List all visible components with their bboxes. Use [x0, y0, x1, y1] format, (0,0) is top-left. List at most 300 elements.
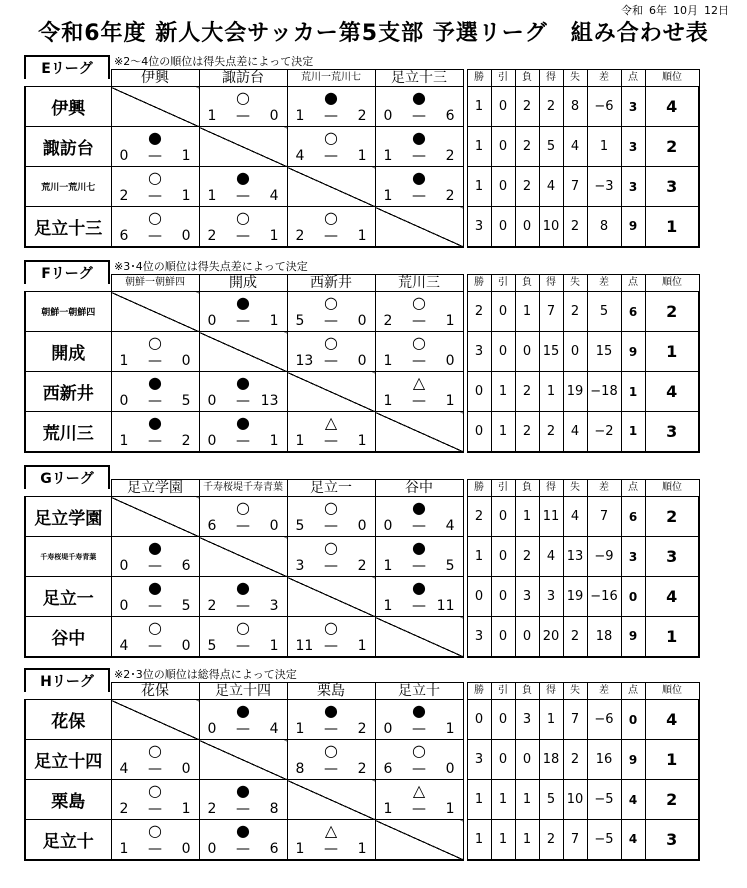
points-cell: 6	[621, 292, 645, 332]
stat-cell: 1	[467, 537, 491, 577]
league-note: ※2･3位の順位は総得点によって決定	[114, 668, 297, 681]
score-right: 2	[445, 148, 455, 164]
result-symbol: ●	[412, 701, 426, 720]
team-name: 諏訪台	[25, 127, 111, 167]
match-result-cell	[199, 700, 287, 740]
score-left: 1	[383, 558, 393, 574]
score-right: 0	[357, 313, 367, 329]
team-row	[25, 497, 699, 537]
score-dash: —	[412, 393, 426, 409]
score-left: 1	[295, 432, 305, 449]
stat-header: 負	[515, 683, 539, 700]
stat-cell: 0	[491, 87, 515, 127]
match-result-cell	[287, 820, 375, 860]
score-right: 1	[357, 840, 367, 857]
stat-cell: 0	[467, 372, 491, 412]
result-symbol: ●	[236, 293, 250, 312]
score-left: 3	[295, 558, 305, 574]
score-left: 0	[207, 313, 217, 329]
stat-cell: 2	[563, 740, 587, 780]
stat-cell: 1	[491, 372, 515, 412]
stat-cell: −3	[587, 167, 621, 207]
stat-cell: 2	[563, 617, 587, 657]
score-dash: —	[236, 108, 250, 124]
match-result-cell	[375, 780, 463, 820]
score-dash: —	[412, 518, 426, 534]
opponent-header: 諏訪台	[199, 70, 287, 87]
stat-header: 勝	[467, 275, 491, 292]
rank-cell: 3	[645, 412, 699, 452]
score-dash: —	[148, 840, 162, 857]
match-result-cell	[287, 617, 375, 657]
stat-cell: 2	[539, 820, 563, 860]
stat-cell: 3	[467, 332, 491, 372]
team-row	[25, 577, 699, 617]
stat-cell: 1	[467, 780, 491, 820]
match-result-cell	[375, 332, 463, 372]
score-right: 6	[269, 840, 279, 857]
score-right: 1	[445, 801, 455, 817]
team-row	[25, 167, 699, 207]
score-right: 5	[181, 393, 191, 409]
result-symbol: ●	[148, 373, 162, 392]
opponent-header: 伊興	[111, 70, 199, 87]
result-symbol: ○	[148, 781, 162, 800]
match-result-cell	[199, 497, 287, 537]
points-cell: 1	[621, 372, 645, 412]
stat-cell: 7	[587, 497, 621, 537]
self-match-cell	[199, 740, 287, 780]
stat-cell: 1	[515, 780, 539, 820]
score-right: 0	[445, 353, 455, 369]
team-name: 朝鮮一朝鮮四	[25, 292, 111, 332]
result-symbol: △	[324, 413, 338, 432]
result-symbol: ○	[412, 333, 426, 352]
rank-cell: 4	[645, 577, 699, 617]
stat-header: 差	[587, 480, 621, 497]
result-symbol: ●	[236, 701, 250, 720]
stat-cell: 0	[491, 497, 515, 537]
result-symbol: ○	[324, 498, 338, 517]
score-dash: —	[236, 227, 250, 244]
match-result-cell	[287, 412, 375, 452]
stat-cell: 1	[539, 700, 563, 740]
stat-cell: −5	[587, 780, 621, 820]
stat-cell: 2	[539, 87, 563, 127]
opponent-header: 足立十四	[199, 683, 287, 700]
stat-header: 得	[539, 683, 563, 700]
score-dash: —	[324, 108, 338, 124]
stat-header: 差	[587, 683, 621, 700]
self-match-cell	[287, 780, 375, 820]
team-row	[25, 87, 699, 127]
score-left: 5	[295, 518, 305, 534]
result-symbol: ○	[148, 821, 162, 840]
score-dash: —	[412, 558, 426, 574]
score-dash: —	[324, 761, 338, 777]
score-left: 1	[383, 353, 393, 369]
stat-cell: 3	[515, 577, 539, 617]
result-symbol: ●	[324, 88, 338, 107]
stat-cell: −2	[587, 412, 621, 452]
result-symbol: ●	[412, 498, 426, 517]
score-left: 2	[295, 227, 305, 244]
stat-cell: 2	[515, 537, 539, 577]
stat-header: 失	[563, 480, 587, 497]
stat-header: 勝	[467, 70, 491, 87]
score-right: 2	[357, 108, 367, 124]
match-result-cell	[111, 577, 199, 617]
team-name: 栗島	[25, 780, 111, 820]
result-symbol: △	[412, 781, 426, 800]
stat-header: 勝	[467, 683, 491, 700]
score-left: 1	[119, 840, 129, 857]
stat-cell: −16	[587, 577, 621, 617]
score-right: 1	[181, 188, 191, 204]
score-left: 4	[119, 761, 129, 777]
score-left: 0	[119, 148, 129, 164]
match-result-cell	[111, 537, 199, 577]
result-symbol: ○	[324, 618, 338, 637]
result-symbol: ●	[236, 413, 250, 432]
team-name: 西新井	[25, 372, 111, 412]
stat-header: 得	[539, 275, 563, 292]
score-right: 1	[357, 227, 367, 244]
stat-header: 引	[491, 683, 515, 700]
match-result-cell	[375, 127, 463, 167]
result-symbol: ●	[412, 128, 426, 147]
stat-cell: 7	[563, 820, 587, 860]
stat-cell: 0	[491, 740, 515, 780]
self-match-cell	[199, 127, 287, 167]
stat-cell: 7	[563, 700, 587, 740]
score-left: 2	[207, 801, 217, 817]
score-dash: —	[236, 518, 250, 534]
rank-cell: 4	[645, 87, 699, 127]
self-match-cell	[111, 292, 199, 332]
team-row	[25, 207, 699, 247]
score-right: 1	[269, 637, 279, 654]
stat-cell: 0	[467, 577, 491, 617]
score-left: 4	[295, 148, 305, 164]
match-result-cell	[375, 537, 463, 577]
stat-cell: 1	[515, 820, 539, 860]
score-left: 0	[383, 108, 393, 124]
stat-cell: 3	[467, 207, 491, 247]
stat-header: 失	[563, 275, 587, 292]
stat-cell: 2	[539, 412, 563, 452]
self-match-cell	[111, 497, 199, 537]
match-result-cell	[287, 87, 375, 127]
score-right: 1	[269, 432, 279, 449]
stat-header: 負	[515, 480, 539, 497]
stat-cell: −5	[587, 820, 621, 860]
stat-cell: 10	[563, 780, 587, 820]
score-right: 2	[357, 721, 367, 737]
stat-header: 点	[621, 275, 645, 292]
score-dash: —	[412, 188, 426, 204]
score-right: 1	[357, 148, 367, 164]
opponent-header: 西新井	[287, 275, 375, 292]
stat-cell: 1	[491, 780, 515, 820]
team-name: 足立一	[25, 577, 111, 617]
score-dash: —	[324, 353, 338, 369]
stat-cell: 0	[563, 332, 587, 372]
opponent-header: 荒川三	[375, 275, 463, 292]
score-left: 2	[119, 188, 129, 204]
score-right: 6	[445, 108, 455, 124]
rank-cell: 4	[645, 700, 699, 740]
score-dash: —	[412, 761, 426, 777]
opponent-header: 千寿桜堤千寿青葉	[199, 480, 287, 497]
score-dash: —	[412, 721, 426, 737]
stat-cell: 10	[539, 207, 563, 247]
match-result-cell	[199, 780, 287, 820]
match-result-cell	[287, 207, 375, 247]
score-dash: —	[324, 721, 338, 737]
league-name: Hリーグ	[24, 668, 110, 692]
match-result-cell	[199, 577, 287, 617]
self-match-cell	[287, 372, 375, 412]
stat-header: 差	[587, 275, 621, 292]
stat-cell: 0	[515, 740, 539, 780]
score-right: 2	[357, 761, 367, 777]
opponent-header: 荒川一荒川七	[287, 70, 375, 87]
opponent-header: 足立学園	[111, 480, 199, 497]
match-result-cell	[199, 372, 287, 412]
match-result-cell	[111, 780, 199, 820]
result-symbol: ○	[324, 741, 338, 760]
team-name: 足立学園	[25, 497, 111, 537]
score-dash: —	[236, 393, 250, 409]
rank-cell: 2	[645, 497, 699, 537]
score-right: 1	[357, 637, 367, 654]
stat-header: 勝	[467, 480, 491, 497]
stat-cell: 15	[587, 332, 621, 372]
score-left: 11	[295, 637, 314, 654]
match-result-cell	[287, 127, 375, 167]
team-row	[25, 780, 699, 820]
points-cell: 3	[621, 167, 645, 207]
score-left: 0	[119, 598, 129, 614]
stat-header: 得	[539, 480, 563, 497]
result-symbol: ○	[236, 618, 250, 637]
score-dash: —	[148, 558, 162, 574]
score-right: 6	[181, 558, 191, 574]
result-symbol: ○	[412, 741, 426, 760]
result-symbol: ●	[236, 168, 250, 187]
score-right: 1	[445, 313, 455, 329]
points-cell: 4	[621, 820, 645, 860]
match-result-cell	[287, 740, 375, 780]
self-match-cell	[287, 167, 375, 207]
score-dash: —	[148, 353, 162, 369]
result-symbol: ○	[324, 293, 338, 312]
match-result-cell	[287, 700, 375, 740]
score-left: 1	[119, 432, 129, 449]
match-result-cell	[199, 820, 287, 860]
score-left: 1	[207, 108, 217, 124]
score-right: 3	[269, 598, 279, 614]
rank-cell: 2	[645, 780, 699, 820]
result-symbol: ○	[148, 618, 162, 637]
stat-cell: 18	[587, 617, 621, 657]
result-symbol: ○	[148, 333, 162, 352]
points-cell: 9	[621, 740, 645, 780]
team-name: 足立十四	[25, 740, 111, 780]
team-row	[25, 820, 699, 860]
score-dash: —	[412, 801, 426, 817]
stat-cell: 1	[467, 127, 491, 167]
stat-header: 負	[515, 70, 539, 87]
score-dash: —	[236, 721, 250, 737]
score-left: 5	[295, 313, 305, 329]
header-corner	[25, 70, 111, 87]
score-dash: —	[148, 227, 162, 244]
score-right: 0	[181, 840, 191, 857]
stat-cell: 15	[539, 332, 563, 372]
match-result-cell	[287, 332, 375, 372]
stat-cell: 19	[563, 372, 587, 412]
result-symbol: ○	[148, 168, 162, 187]
result-symbol: ●	[412, 168, 426, 187]
self-match-cell	[199, 332, 287, 372]
header-corner	[25, 683, 111, 700]
score-right: 4	[445, 518, 455, 534]
match-result-cell	[375, 292, 463, 332]
stat-cell: 2	[563, 292, 587, 332]
stat-cell: 0	[467, 412, 491, 452]
match-result-cell	[111, 167, 199, 207]
stat-header: 負	[515, 275, 539, 292]
stat-cell: 8	[563, 87, 587, 127]
stat-cell: 7	[539, 292, 563, 332]
score-right: 2	[357, 558, 367, 574]
stat-cell: 0	[491, 332, 515, 372]
score-right: 1	[445, 721, 455, 737]
result-symbol: ●	[236, 373, 250, 392]
rank-cell: 3	[645, 820, 699, 860]
score-dash: —	[324, 518, 338, 534]
match-result-cell	[111, 332, 199, 372]
self-match-cell	[111, 87, 199, 127]
score-dash: —	[148, 393, 162, 409]
team-row	[25, 332, 699, 372]
opponent-header: 栗島	[287, 683, 375, 700]
score-dash: —	[324, 840, 338, 857]
team-name: 開成	[25, 332, 111, 372]
score-left: 1	[295, 840, 305, 857]
score-left: 13	[295, 353, 314, 369]
stat-header: 引	[491, 70, 515, 87]
rank-cell: 1	[645, 617, 699, 657]
team-row	[25, 372, 699, 412]
score-right: 2	[181, 432, 191, 449]
score-dash: —	[236, 637, 250, 654]
points-cell: 0	[621, 577, 645, 617]
score-right: 2	[445, 188, 455, 204]
stat-cell: 0	[491, 207, 515, 247]
league-name: Fリーグ	[24, 260, 110, 284]
stat-cell: 4	[539, 167, 563, 207]
self-match-cell	[375, 617, 463, 657]
match-result-cell	[375, 700, 463, 740]
stat-header: 引	[491, 480, 515, 497]
team-row	[25, 617, 699, 657]
opponent-header: 花保	[111, 683, 199, 700]
rank-cell: 2	[645, 127, 699, 167]
score-dash: —	[324, 148, 338, 164]
team-name: 谷中	[25, 617, 111, 657]
points-cell: 4	[621, 780, 645, 820]
stat-header: 順位	[645, 275, 699, 292]
match-result-cell	[199, 207, 287, 247]
stat-cell: −6	[587, 700, 621, 740]
stat-cell: 3	[467, 617, 491, 657]
score-dash: —	[412, 148, 426, 164]
score-left: 0	[383, 721, 393, 737]
self-match-cell	[375, 820, 463, 860]
league-table	[24, 479, 700, 658]
score-dash: —	[148, 598, 162, 614]
score-left: 1	[207, 188, 217, 204]
match-result-cell	[287, 497, 375, 537]
result-symbol: ○	[148, 208, 162, 227]
stat-cell: 4	[563, 497, 587, 537]
stat-cell: −18	[587, 372, 621, 412]
stat-cell: 4	[563, 127, 587, 167]
score-right: 5	[445, 558, 455, 574]
score-dash: —	[412, 108, 426, 124]
stat-cell: 7	[563, 167, 587, 207]
stat-cell: 5	[587, 292, 621, 332]
stat-cell: −6	[587, 87, 621, 127]
stat-cell: 2	[563, 207, 587, 247]
result-symbol: ●	[412, 88, 426, 107]
stat-header: 失	[563, 683, 587, 700]
result-symbol: ●	[148, 578, 162, 597]
match-result-cell	[199, 292, 287, 332]
points-cell: 3	[621, 87, 645, 127]
opponent-header: 開成	[199, 275, 287, 292]
stat-header: 順位	[645, 70, 699, 87]
score-dash: —	[236, 188, 250, 204]
result-symbol: ●	[148, 538, 162, 557]
score-left: 2	[383, 313, 393, 329]
opponent-header: 朝鮮一朝鮮四	[111, 275, 199, 292]
result-symbol: ●	[236, 821, 250, 840]
team-row	[25, 537, 699, 577]
score-right: 13	[260, 393, 279, 409]
stat-header: 点	[621, 480, 645, 497]
stat-cell: 2	[515, 372, 539, 412]
match-result-cell	[287, 292, 375, 332]
score-left: 1	[383, 801, 393, 817]
match-result-cell	[375, 497, 463, 537]
self-match-cell	[375, 207, 463, 247]
stat-header: 引	[491, 275, 515, 292]
stat-cell: 20	[539, 617, 563, 657]
score-dash: —	[236, 313, 250, 329]
points-cell: 9	[621, 332, 645, 372]
stat-cell: 1	[515, 497, 539, 537]
score-dash: —	[148, 637, 162, 654]
points-cell: 9	[621, 617, 645, 657]
result-symbol: ○	[236, 208, 250, 227]
score-dash: —	[324, 227, 338, 244]
result-symbol: ○	[236, 498, 250, 517]
score-right: 0	[181, 637, 191, 654]
